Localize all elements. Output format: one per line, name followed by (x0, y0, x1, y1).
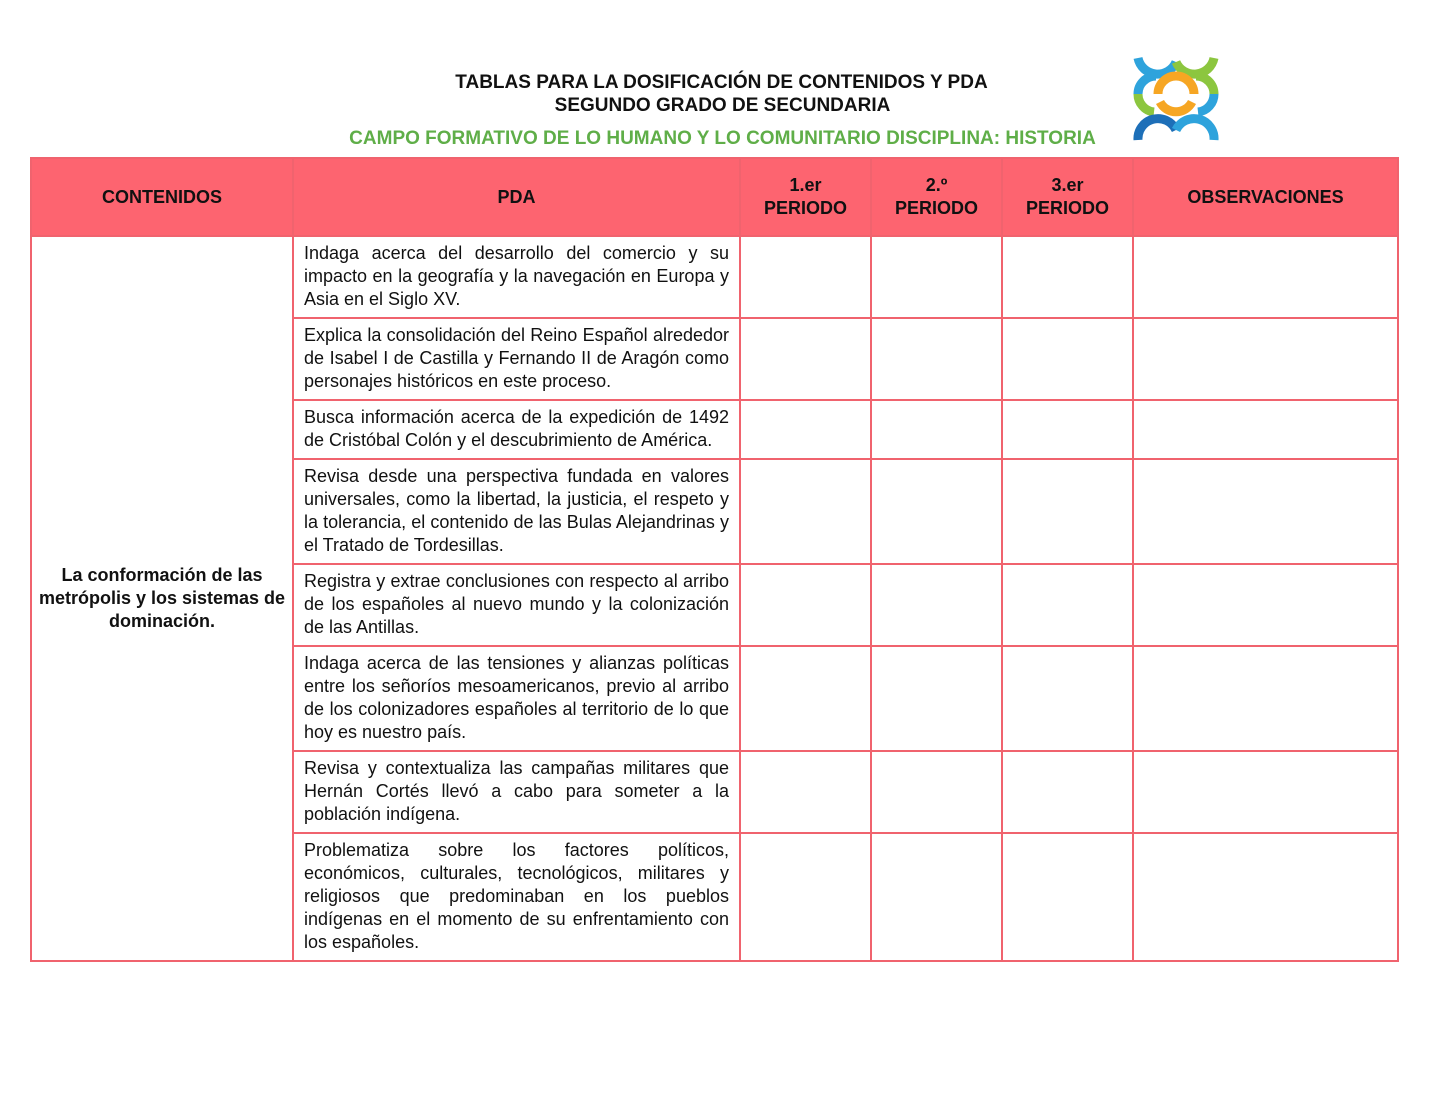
header-pda: PDA (293, 158, 740, 236)
observaciones-cell[interactable] (1133, 646, 1398, 751)
periodo-2-cell[interactable] (871, 646, 1002, 751)
periodo-2-cell[interactable] (871, 751, 1002, 833)
periodo-1-cell[interactable] (740, 751, 871, 833)
contenido-cell: La conformación de las metrópolis y los sistemas de dominación. (31, 236, 293, 961)
pda-cell: Problematiza sobre los factores políticos, económicos, culturales, tecnológicos, militares y religiosos que predominaban en los pueblos indígenas en el momento de su enfrentamiento con los españoles. (293, 833, 740, 961)
periodo-1-cell[interactable] (740, 400, 871, 459)
observaciones-cell[interactable] (1133, 564, 1398, 646)
pda-cell: Indaga acerca de las tensiones y alianzas políticas entre los señoríos mesoamericanos, previo al arribo de los colonizadores españoles al territorio de lo que hoy es nuestro país. (293, 646, 740, 751)
periodo-2-cell[interactable] (871, 564, 1002, 646)
dosificacion-table (30, 157, 1399, 962)
pda-cell: Revisa y contextualiza las campañas militares que Hernán Cortés llevó a cabo para someter a la población indígena. (293, 751, 740, 833)
observaciones-cell[interactable] (1133, 833, 1398, 961)
periodo-2-cell[interactable] (871, 833, 1002, 961)
periodo-3-cell[interactable] (1002, 646, 1133, 751)
periodo-3-cell[interactable] (1002, 318, 1133, 400)
pda-cell: Indaga acerca del desarrollo del comercio y su impacto en la geografía y la navegación en Europa y Asia en el Siglo XV. (293, 236, 740, 318)
periodo-1-cell[interactable] (740, 318, 871, 400)
observaciones-cell[interactable] (1133, 400, 1398, 459)
periodo-2-cell[interactable] (871, 236, 1002, 318)
document-title: TABLAS PARA LA DOSIFICACIÓN DE CONTENIDOS Y PDA (455, 72, 988, 93)
periodo-1-cell[interactable] (740, 646, 871, 751)
observaciones-cell[interactable] (1133, 236, 1398, 318)
document-grade: SEGUNDO GRADO DE SECUNDARIA (554, 95, 891, 116)
pda-cell: Registra y extrae conclusiones con respecto al arribo de los españoles al nuevo mundo y la colonización de las Antillas. (293, 564, 740, 646)
pda-cell: Explica la consolidación del Reino Español alrededor de Isabel I de Castilla y Fernando II de Aragón como personajes históricos en este proceso. (293, 318, 740, 400)
interlocking-rings-logo-icon (1128, 50, 1224, 142)
periodo-1-cell[interactable] (740, 564, 871, 646)
periodo-3-cell[interactable] (1002, 833, 1133, 961)
periodo-3-cell[interactable] (1002, 236, 1133, 318)
pda-cell: Revisa desde una perspectiva fundada en valores universales, como la libertad, la justicia, el respeto y la tolerancia, el contenido de las Bulas Alejandrinas y el Tratado de Tordesillas. (293, 459, 740, 564)
table-header-row (31, 158, 1398, 236)
header-contenidos: CONTENIDOS (31, 158, 293, 236)
observaciones-cell[interactable] (1133, 318, 1398, 400)
observaciones-cell[interactable] (1133, 459, 1398, 564)
document-subtitle: CAMPO FORMATIVO DE LO HUMANO Y LO COMUNITARIO DISCIPLINA: HISTORIA (349, 128, 1096, 149)
header-periodo-2: 2.º PERIODO (871, 158, 1002, 236)
header-observaciones: OBSERVACIONES (1133, 158, 1398, 236)
periodo-3-cell[interactable] (1002, 751, 1133, 833)
periodo-3-cell[interactable] (1002, 459, 1133, 564)
periodo-2-cell[interactable] (871, 400, 1002, 459)
periodo-2-cell[interactable] (871, 459, 1002, 564)
observaciones-cell[interactable] (1133, 751, 1398, 833)
header-periodo-1: 1.er PERIODO (740, 158, 871, 236)
periodo-1-cell[interactable] (740, 833, 871, 961)
periodo-3-cell[interactable] (1002, 564, 1133, 646)
periodo-1-cell[interactable] (740, 459, 871, 564)
periodo-2-cell[interactable] (871, 318, 1002, 400)
periodo-3-cell[interactable] (1002, 400, 1133, 459)
header-periodo-3: 3.er PERIODO (1002, 158, 1133, 236)
pda-cell: Busca información acerca de la expedición de 1492 de Cristóbal Colón y el descubrimiento de América. (293, 400, 740, 459)
table-row (31, 236, 1398, 318)
periodo-1-cell[interactable] (740, 236, 871, 318)
